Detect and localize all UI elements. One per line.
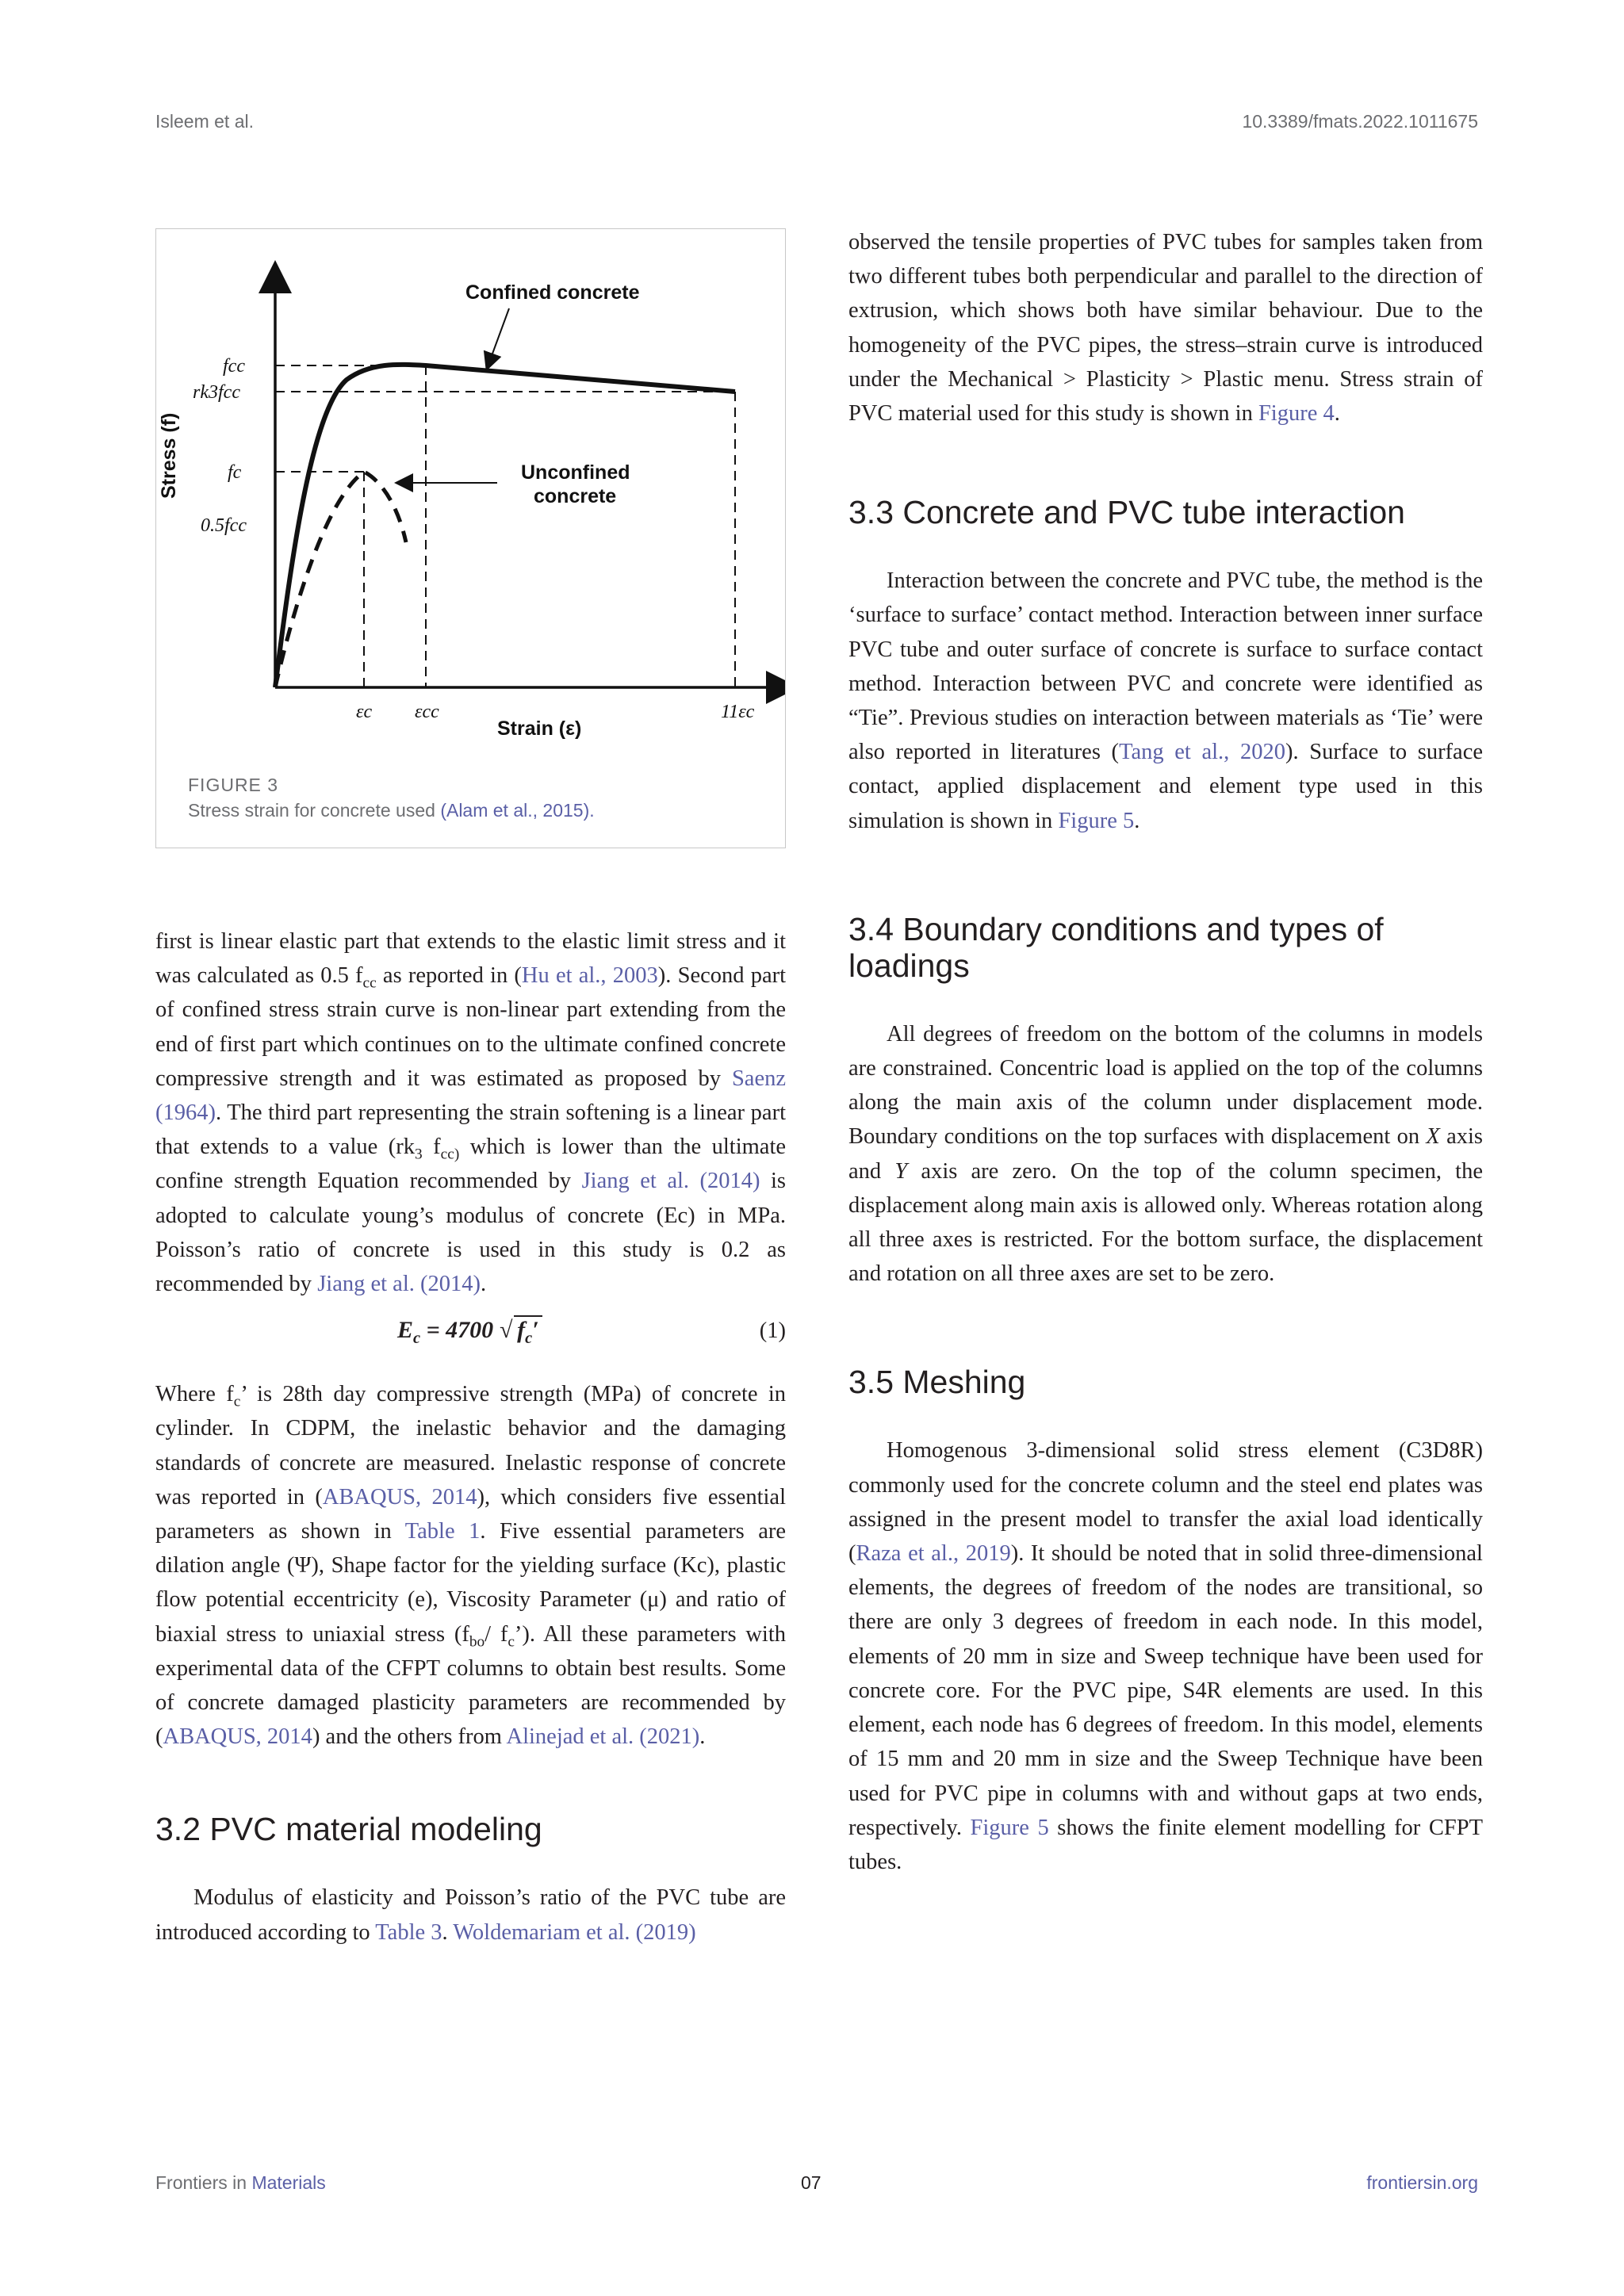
citation-link[interactable]: ABAQUS, 2014: [322, 1484, 477, 1510]
tick-ecc: εcc: [415, 702, 439, 722]
figure-3: [155, 228, 786, 848]
citation-link[interactable]: ABAQUS, 2014: [163, 1724, 312, 1750]
running-head-authors: Isleem et al.: [155, 111, 254, 132]
table-link[interactable]: Table 1: [404, 1519, 481, 1544]
journal-link[interactable]: Materials: [251, 2172, 326, 2193]
citation-link[interactable]: Tang et al., 2020: [1119, 740, 1285, 765]
equation-body: $E_c = 4700$ √ $f_c'$: [397, 1315, 542, 1344]
unconfined-label-2: concrete: [534, 485, 617, 507]
unconfined-label-1: Unconfined: [521, 461, 630, 484]
running-head-doi: 10.3389/fmats.2022.1011675: [1242, 111, 1478, 132]
paragraph: Interaction between the concrete and PVC tube, the method is the ‘surface to surface’ contact method. Interaction between inner surface PVC tube and outer surface of concrete is surface to surface contact method. Interaction between PVC and concrete were identified as “Tie”. Previous studies on interaction between materials as ‘Tie’ were also reported in literatures (Tang et al., 2020). Surface to surface contact, applied displacement and element type used in this simulation is shown in Figure 5.: [848, 568, 1483, 833]
left-column: [155, 924, 786, 1950]
equation-1: [155, 1315, 786, 1358]
figure-caption: Stress strain for concrete used (Alam et al., 2015).: [188, 800, 595, 821]
page-number: 07: [801, 2172, 822, 2193]
paragraph: observed the tensile properties of PVC tubes for samples taken from two different tubes both perpendicular and parallel to the direction of extrusion, which shows both have similar behaviour. Due to the homogeneity of the PVC pipes, the stress–strain curve is introduced under the Mechanical > Plasticity > Plastic menu. Stress strain of PVC material used for this study is shown in Figure 4.: [848, 230, 1483, 427]
stress-strain-diagram: [156, 229, 785, 768]
tick-ec: εc: [356, 702, 373, 722]
right-column: [848, 225, 1483, 1879]
paragraph: Where $f_c$’ is 28th day compressive strength (MPa) of concrete in cylinder. In CDPM, the inelastic behavior and the damaging standards of concrete are measured. Inelastic response of concrete was reported in (ABAQUS, 2014), which considers five essential parameters as shown in Table 1. Five essential parameters are dilation angle (Ψ), Shape factor for the yielding surface (Kc), plastic flow potential eccentricity (e), Viscosity Parameter (μ) and ratio of biaxial stress to uniaxial stress ($f_{bo}/$ $f_c$’). All these parameters with experimental data of the CFPT columns to obtain best results. Some of concrete damaged plasticity parameters are recommended by (ABAQUS, 2014) and the others from Alinejad et al. (2021).: [155, 1382, 787, 1750]
y-axis-label: Stress (f): [158, 412, 180, 499]
confined-arrow: [489, 308, 509, 362]
paragraph: first is linear elastic part that extends to the elastic limit stress and it was calculated as 0.5 $f_{cc}$ as reported in (Hu et al., 2003). Second part of confined stress strain curve is non-linear part extending from the end of first part which continues on to the ultimate confined concrete compressive strength and it was estimated as proposed by Saenz (1964). The third part representing the strain softening is a linear part that extends to a value ($rk_3$ $f_{cc)}$ which is lower than the ultimate confine strength Equation recommended by Jiang et al. (2014) is adopted to calculate young’s modulus of concrete (Ec) in MPa. Poisson’s ratio of concrete is used in this study is 0.2 as recommended by Jiang et al. (2014).: [155, 929, 787, 1297]
footer-journal: Frontiers in Materials: [155, 2172, 326, 2193]
equation-number: (1): [759, 1318, 786, 1344]
figure-link[interactable]: Figure 5: [1058, 808, 1135, 833]
citation-link[interactable]: (Alam et al., 2015).: [440, 800, 595, 821]
section-heading-3-4: 3.4 Boundary conditions and types of loadings: [848, 910, 1384, 984]
tick-rk3fcc: rk3fcc: [193, 382, 240, 403]
section-heading-3-2: 3.2 PVC material modeling: [155, 1811, 542, 1848]
citation-link[interactable]: Hu et al., 2003: [521, 963, 658, 989]
tick-fc: fc: [228, 462, 242, 483]
confined-curve: [275, 365, 735, 687]
paragraph: All degrees of freedom on the bottom of the columns in models are constrained. Concentric load is applied on the top of the columns along the main axis of the column under displacement mode. Boundary conditions on the top surfaces with displacement on X axis and Y axis are zero. On the top of the column specimen, the displacement along main axis is allowed only. Whereas rotation along all three axes is restricted. For the bottom surface, the displacement and rotation on all three axes are set to be zero.: [848, 1021, 1483, 1287]
section-heading-3-5: 3.5 Meshing: [848, 1364, 1026, 1401]
tick-11ec: 11εc: [721, 702, 755, 722]
citation-link[interactable]: Raza et al., 2019: [856, 1541, 1011, 1567]
figure-label: FIGURE 3: [188, 775, 279, 795]
figure-link[interactable]: Figure 4: [1258, 401, 1335, 427]
footer-site-link[interactable]: frontiersin.org: [1366, 2172, 1478, 2193]
citation-link[interactable]: Jiang et al. (2014): [317, 1272, 481, 1297]
x-axis-label: Strain (ε): [497, 718, 582, 740]
figure-link[interactable]: Figure 5: [970, 1815, 1049, 1840]
tick-half-fcc: 0.5fcc: [201, 515, 247, 536]
table-link[interactable]: Table 3: [375, 1919, 442, 1945]
unconfined-curve: [275, 472, 406, 687]
tick-fcc: fcc: [223, 356, 245, 377]
confined-label: Confined concrete: [465, 281, 640, 304]
citation-link[interactable]: Alinejad et al. (2021): [506, 1724, 700, 1750]
citation-link[interactable]: Woldemariam et al. (2019): [453, 1919, 696, 1945]
citation-link[interactable]: Saenz (1964): [155, 1066, 786, 1126]
section-heading-3-3: 3.3 Concrete and PVC tube interaction: [848, 494, 1405, 531]
paragraph: Homogenous 3-dimensional solid stress element (C3D8R) commonly used for the concrete column and the steel end plates was assigned in the present model to transfer the axial load identically (Raza et al., 2019). It should be noted that in solid three-dimensional elements, the degrees of freedom of the nodes are transitional, so there are only 3 degrees of freedom in each node. In this model, elements of 20 mm in size and Sweep technique have been used for concrete core. For the PVC pipe, S4R elements are used. In this element, each node has 6 degrees of freedom. In this model, elements of 15 mm and 20 mm in size and the Sweep Technique have been used for PVC pipe in columns with and without gaps at two ends, respectively. Figure 5 shows the finite element modelling for CFPT tubes.: [848, 1438, 1483, 1874]
citation-link[interactable]: Jiang et al. (2014): [581, 1169, 760, 1194]
paragraph: Modulus of elasticity and Poisson’s ratio of the PVC tube are introduced according to Table 3. Woldemariam et al. (2019): [155, 1885, 786, 1945]
